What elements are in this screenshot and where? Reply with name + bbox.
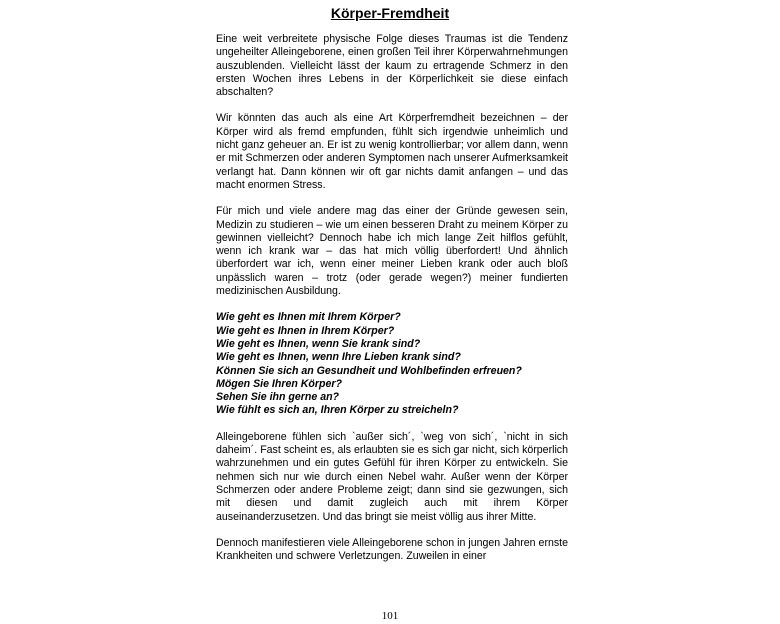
paragraph-5: Dennoch manifestieren viele Alleingeborene schon in jungen Jahren ernste Krankheiten und schwere Verletzungen. Zuweilen in einer — [216, 536, 568, 563]
question-item: Wie geht es Ihnen mit Ihrem Körper? — [216, 311, 401, 324]
paragraph-2: Wir könnten das auch als eine Art Körperfremdheit bezeichnen – der Körper wird als fremd empfunden, fühlt sich irgendwie unheimlich und nicht ganz geheuer an. Er ist zu wenig kontrollierbar; vor allem dann, wenn er mit Schmerzen oder anderen Symptomen nach unserer Aufmerksamkeit verlangt hat. Dann können wir oft gar nichts damit anfangen – und das macht enormen Stress. — [216, 112, 568, 191]
paragraph-3: Für mich und viele andere mag das einer der Gründe gewesen sein, Medizin zu studieren – wie um einen besseren Draht zu meinem Körper zu gewinnen vielleicht? Dennoch habe ich mich lange Zeit hilflos gefühlt, wenn ich krank war – das hat mich völlig überfordert! Und ähnlich überfordert war ich, wenn einer meiner Lieben krank oder auch bloß unpässlich waren – trotz (oder gerade wegen?) meiner fundierten medizinischen Ausbildung. — [216, 205, 568, 298]
body-text — [216, 33, 568, 576]
page-title: Körper-Fremdheit — [330, 5, 450, 21]
question-item: Wie geht es Ihnen, wenn Ihre Lieben krank sind? — [216, 351, 461, 364]
page-number: 101 — [381, 610, 399, 622]
question-item: Können Sie sich an Gesundheit und Wohlbefinden erfreuen? — [216, 364, 522, 377]
paragraph-4: Alleingeborene fühlen sich `außer sich´, `weg von sich´, `nicht in sich daheim´. Fast scheint es, als erlaubten sie es sich gar nicht, sich körperlich wahrzunehmen und ein gutes Gefühl für ihren Körper zu entwickeln. Sie nehmen sich nur wie durch einen Nebel wahr. Außer wenn der Körper Schmerzen oder andere Probleme zeigt; dann sind sie gezwungen, sich mit diesen und damit zugleich auch mit ihrem Körper auseinanderzusetzen. Und das bringt sie meist völlig aus ihrer Mitte. — [216, 430, 568, 523]
question-item: Sehen Sie ihn gerne an? — [216, 391, 340, 404]
question-item: Wie fühlt es sich an, Ihren Körper zu streicheln? — [216, 404, 459, 417]
question-item: Wie geht es Ihnen in Ihrem Körper? — [216, 324, 395, 337]
question-list — [216, 311, 568, 417]
paragraph-1: Eine weit verbreitete physische Folge dieses Traumas ist die Tendenz ungeheilter Alleingeborene, einen großen Teil ihrer Körperwahrnehmungen auszublenden. Vielleicht lässt der kaum zu ertragende Schmerz in den ersten Wochen ihres Lebens in der Körperlichkeit sie diese einfach abschalten? — [216, 33, 568, 99]
question-item: Wie geht es Ihnen, wenn Sie krank sind? — [216, 337, 421, 350]
question-item: Mögen Sie Ihren Körper? — [216, 377, 342, 390]
